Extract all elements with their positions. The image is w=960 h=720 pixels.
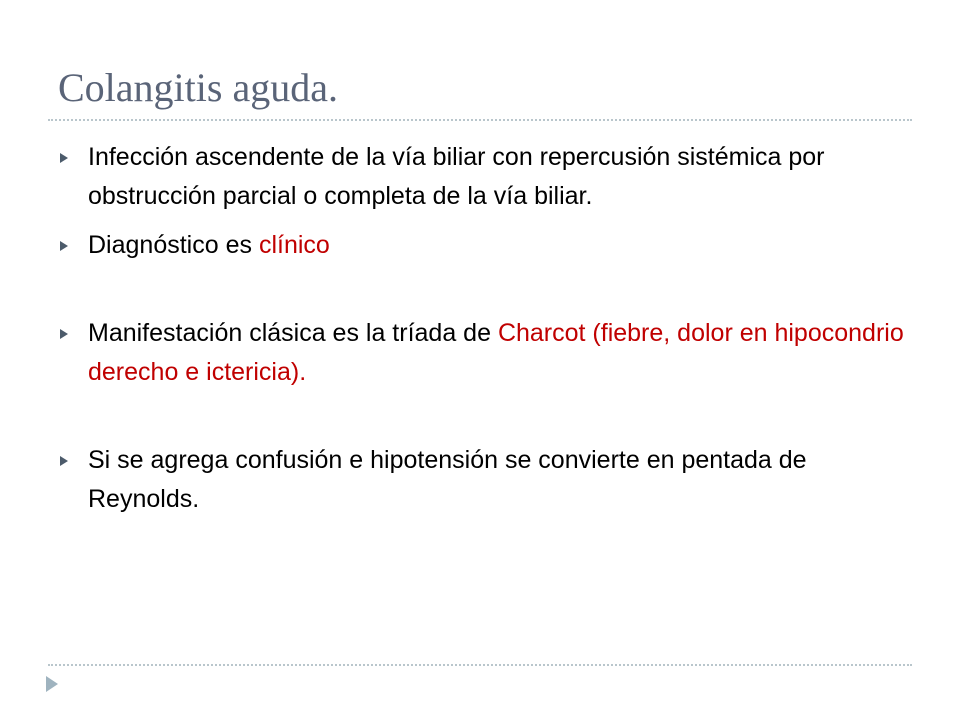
slide-title: Colangitis aguda. [58, 65, 338, 110]
bullet-text: Infección ascendente de la vía biliar con repercusión sistémica por obstrucción parcial o completa de la vía biliar. [88, 143, 825, 210]
bullet-item-diagnosis [56, 226, 912, 265]
bullet-item-definition [56, 138, 912, 216]
bullet-highlight: Charcot (fiebre, dolor en hipocondrio derecho e ictericia). [88, 319, 904, 386]
bullet-triangle-icon [60, 153, 68, 163]
triangle-right-icon [46, 676, 58, 692]
bullet-text: Manifestación clásica es la tríada de [88, 319, 498, 347]
bullet-text: Si se agrega confusión e hipotensión se convierte en pentada de Reynolds. [88, 446, 807, 513]
bullet-triangle-icon [60, 456, 68, 466]
bullet-highlight: clínico [258, 231, 330, 259]
bullet-triangle-icon [60, 329, 68, 339]
title-divider [48, 119, 912, 121]
footer-divider [48, 664, 912, 666]
bullet-item-reynolds [56, 441, 912, 519]
bullet-triangle-icon [60, 241, 68, 251]
bullet-text: Diagnóstico es [88, 231, 259, 259]
bullet-item-charcot [56, 314, 912, 392]
bullet-list [56, 138, 912, 519]
